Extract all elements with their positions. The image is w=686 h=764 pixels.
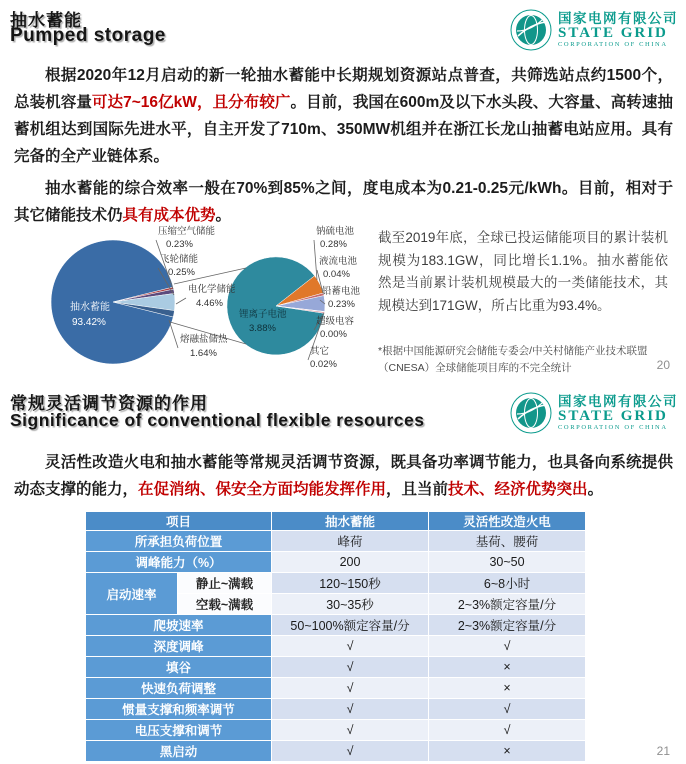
pie-callout-value: 0.04% bbox=[323, 269, 350, 280]
table-cell: 电压支撑和调节 bbox=[86, 720, 272, 741]
table-row bbox=[86, 615, 586, 636]
logo-company-en: STATE GRID bbox=[558, 407, 668, 424]
pie-callout-label: 电化学储能 bbox=[188, 284, 236, 295]
table-row bbox=[86, 573, 586, 594]
leader-line bbox=[176, 298, 186, 304]
pie-callout-label: 飞轮储能 bbox=[160, 254, 199, 265]
table-row bbox=[86, 678, 586, 699]
highlight-text: 具有成本优势 bbox=[122, 207, 216, 224]
table-cell: 空载~满载 bbox=[178, 594, 272, 615]
slide1-title-en: Pumped storage bbox=[10, 25, 166, 46]
table-row bbox=[86, 741, 586, 762]
pie-callout-value: 0.02% bbox=[310, 359, 337, 370]
table-cell: 黑启动 bbox=[86, 741, 272, 762]
table-cell: 2~3%额定容量/分 bbox=[429, 615, 586, 636]
slide2-title-en: Significance of conventional flexible resources bbox=[10, 410, 425, 430]
pie-callout-label: 其它 bbox=[310, 346, 330, 357]
table-cell: 深度调峰 bbox=[86, 636, 272, 657]
pie-inner-label: 锂离子电池 bbox=[239, 309, 287, 320]
table-cell: √ bbox=[429, 720, 586, 741]
table-cell: √ bbox=[272, 657, 429, 678]
comparison-table-body bbox=[86, 531, 586, 762]
pie-callout-label: 熔融盐储热 bbox=[180, 334, 228, 345]
table-row bbox=[86, 699, 586, 720]
slide1-header bbox=[0, 0, 686, 54]
body-text: 。 bbox=[215, 207, 232, 224]
state-grid-logo-icon bbox=[510, 392, 552, 434]
state-grid-logo-text bbox=[558, 395, 678, 432]
pie-callout-value: 0.23% bbox=[328, 299, 355, 310]
table-cell: 基荷、腰荷 bbox=[429, 531, 586, 552]
slide2-header bbox=[0, 383, 686, 437]
state-grid-logo bbox=[510, 392, 678, 434]
pie-callout-value: 0.25% bbox=[168, 267, 195, 278]
pie-callout-label: 钠硫电池 bbox=[316, 226, 355, 237]
table-cell: √ bbox=[272, 741, 429, 762]
table-cell: √ bbox=[429, 636, 586, 657]
page-number-20: 20 bbox=[656, 358, 670, 372]
storage-stats-text: 截至2019年底，全球已投运储能项目的累计装机规模为183.1GW，同比增长1.1%。抽水蓄能依然是当前累计装机规模最大的一类储能技术，其规模达到171GW，所占比重为93.4%。 bbox=[378, 230, 668, 313]
table-cell: 惯量支撑和频率调节 bbox=[86, 699, 272, 720]
table-cell: 2~3%额定容量/分 bbox=[429, 594, 586, 615]
body-text: 灵活性改造火电和抽水蓄能等常规灵活调节资源，既具备功率调节能力，也具备向系统提供动态支撑的能力， bbox=[14, 454, 673, 498]
table-cell: 填谷 bbox=[86, 657, 272, 678]
pie-callout-value: 1.64% bbox=[190, 348, 217, 359]
table-cell: √ bbox=[272, 636, 429, 657]
table-cell: 快速负荷调整 bbox=[86, 678, 272, 699]
slide-flexible-resources bbox=[0, 383, 686, 764]
table-header-cell: 抽水蓄能 bbox=[272, 512, 429, 531]
pie-callout-label: 压缩空气储能 bbox=[158, 226, 216, 237]
page-number-21: 21 bbox=[656, 744, 670, 758]
table-cell: 50~100%额定容量/分 bbox=[272, 615, 429, 636]
table-cell: × bbox=[429, 741, 586, 762]
leader-line bbox=[314, 240, 317, 280]
slide2-paragraph bbox=[14, 449, 673, 503]
logo-company-en: STATE GRID bbox=[558, 24, 668, 41]
logo-company-sub: CORPORATION OF CHINA bbox=[558, 423, 668, 431]
body-text: 根据2020年12月启动的新一轮抽水蓄能中长期规划资源站点普查，共筛选站点约1500个，总装机容量 bbox=[14, 67, 673, 111]
slide1-paragraph-1 bbox=[14, 62, 673, 170]
table-cell: 30~50 bbox=[429, 552, 586, 573]
table-cell: √ bbox=[429, 699, 586, 720]
table-cell: √ bbox=[272, 720, 429, 741]
state-grid-logo-icon bbox=[510, 9, 552, 51]
table-row bbox=[86, 657, 586, 678]
pie-inner-value: 93.42% bbox=[72, 317, 106, 328]
pie-callout-label: 液流电池 bbox=[319, 256, 358, 267]
logo-company-sub: CORPORATION OF CHINA bbox=[558, 40, 668, 48]
slide1-title-zh: 抽水蓄能 bbox=[10, 11, 82, 30]
pie-inner-label: 抽水蓄能 bbox=[70, 302, 110, 313]
table-cell: √ bbox=[272, 699, 429, 720]
slide1-paragraph-2 bbox=[14, 175, 673, 229]
table-row bbox=[86, 720, 586, 741]
comparison-table bbox=[85, 511, 586, 762]
state-grid-logo bbox=[510, 9, 678, 51]
logo-company-zh: 国家电网有限公司 bbox=[558, 10, 678, 26]
body-text: 。 bbox=[587, 481, 604, 498]
table-cell: 6~8小时 bbox=[429, 573, 586, 594]
table-cell: 启动速率 bbox=[86, 573, 178, 615]
table-row bbox=[86, 552, 586, 573]
body-text: 抽水蓄能的综合效率一般在70%到85%之间，度电成本为0.21-0.25元/kWh。目前，相对于其它储能技术仍 bbox=[14, 180, 673, 224]
pie-callout-label: 超级电容 bbox=[316, 316, 355, 327]
pie-callout-value: 0.23% bbox=[166, 239, 193, 250]
table-header-cell: 项目 bbox=[86, 512, 272, 531]
table-cell: 调峰能力（%） bbox=[86, 552, 272, 573]
pie-callout-value: 0.00% bbox=[320, 329, 347, 340]
table-cell: 爬坡速率 bbox=[86, 615, 272, 636]
table-cell: 静止~满载 bbox=[178, 573, 272, 594]
highlight-text: 在促消纳、保安全方面均能发挥作用 bbox=[138, 481, 387, 498]
table-cell: × bbox=[429, 657, 586, 678]
table-cell: 峰荷 bbox=[272, 531, 429, 552]
table-cell: 所承担负荷位置 bbox=[86, 531, 272, 552]
table-cell: 120~150秒 bbox=[272, 573, 429, 594]
state-grid-logo-text bbox=[558, 12, 678, 49]
pie-inner-value: 3.88% bbox=[249, 323, 276, 334]
slide2-title-zh: 常规灵活调节资源的作用 bbox=[10, 394, 208, 413]
pie-callout-label: 铅蓄电池 bbox=[322, 286, 361, 297]
table-header-cell: 灵活性改造火电 bbox=[429, 512, 586, 531]
chart-footnote: *根据中国能源研究会储能专委会/中关村储能产业技术联盟（CNESA）全球储能项目库的不完全统计 bbox=[378, 345, 648, 374]
comparison-table-head bbox=[86, 512, 586, 531]
logo-company-zh: 国家电网有限公司 bbox=[558, 393, 678, 409]
pie-callout-value: 4.46% bbox=[196, 298, 223, 309]
table-cell: √ bbox=[272, 678, 429, 699]
table-cell: × bbox=[429, 678, 586, 699]
table-cell: 200 bbox=[272, 552, 429, 573]
storage-share-chart-area bbox=[0, 222, 686, 383]
table-row bbox=[86, 531, 586, 552]
table-cell: 30~35秒 bbox=[272, 594, 429, 615]
storage-pie-chart bbox=[8, 222, 380, 382]
highlight-text: 技术、经济优势突出 bbox=[448, 481, 588, 498]
table-row bbox=[86, 636, 586, 657]
pie-callout-value: 0.28% bbox=[320, 239, 347, 250]
body-text: 。目前，我国在600m及以下水头段、大容量、高转速抽蓄机组达到国际先进水平，自主开发了710m、350MW机组并在浙江长龙山抽蓄电站应用。具有完备的全产业链体系。 bbox=[14, 94, 673, 165]
highlight-text: 可达7~16亿kW，且分布较广 bbox=[91, 94, 291, 111]
body-text: ，且当前 bbox=[386, 481, 449, 498]
